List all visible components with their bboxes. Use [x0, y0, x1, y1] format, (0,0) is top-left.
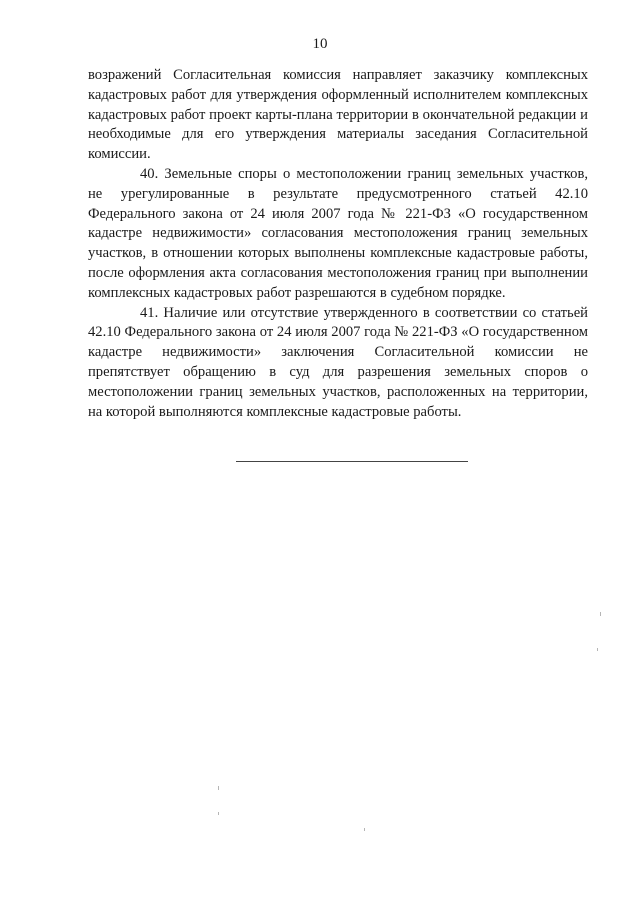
paragraph-item-41: 41. Наличие или отсутствие утвержденного в соответствии со статьей 42.10 Федерального закона от 24 июля 2007 года № 221-ФЗ «О государственном кадастре недвижимости» заключения Согласительной комиссии не препятствует обращению в суд для разрешения земельных споров о местоположении границ земельных участков, расположенных на территории, на которой выполняются комплексные кадастровые работы.	[88, 304, 588, 420]
scan-speck	[600, 612, 601, 616]
document-body	[88, 66, 588, 422]
paragraph-item-40: 40. Земельные споры о местоположении границ земельных участков, не урегулированные в результате предусмотренного статьей 42.10 Федерального закона от 24 июля 2007 года № 221-ФЗ «О государственном кадастре недвижимости» согласования местоположения границ земельных участков, в отношении которых выполнены комплексные кадастровые работы, после оформления акта согласования местоположения границ при выполнении комплексных кадастровых работ разрешаются в судебном порядке.	[88, 165, 588, 301]
scan-speck	[364, 828, 365, 831]
paragraph-continuation: возражений Согласительная комиссия направляет заказчику комплексных кадастровых работ для утверждения оформленный исполнителем комплексных кадастровых работ проект карты-плана территории в окончательной редакции и необходимые для его утверждения материалы заседания Согласительной комиссии.	[88, 67, 588, 163]
page-number: 10	[312, 36, 328, 52]
scan-speck	[218, 786, 219, 790]
scan-speck	[218, 812, 219, 815]
scan-speck	[597, 648, 598, 651]
end-of-text-rule	[236, 461, 468, 462]
